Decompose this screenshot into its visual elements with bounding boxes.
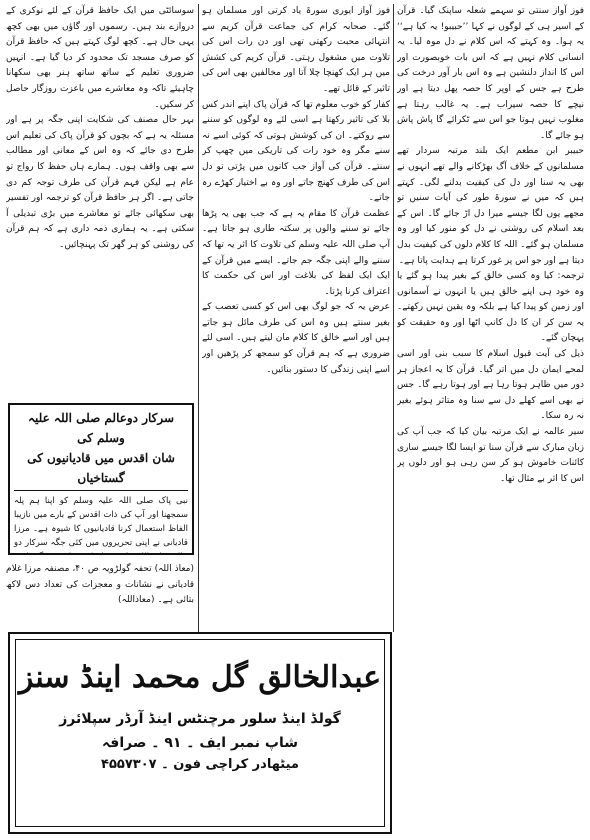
boxed-article bbox=[8, 403, 194, 555]
column-divider bbox=[393, 4, 394, 632]
paragraph: ترجمہ: کیا وہ کسی خالق کے بغیر پیدا ہو گئے یا وہ خود ہی اپنے خالق ہیں یا انہوں نے آسمانوں اور زمین کو پیدا کیا ہے بلکہ وہ یقین نہیں رکھتے۔ یہ سن کر ان کا دل کانپ اٹھا اور وہ حقیقت کو پہچان گئے۔ bbox=[397, 271, 584, 344]
advertisement-address-line: میٹھادر کراچی فون ۔ ۴۵۵۷۳۰۷ bbox=[101, 757, 299, 772]
paragraph: عظمت قرآن کا مقام یہ ہے کہ جب بھی یہ پڑھا جائے تو سننے والوں پر سکتہ طاری ہو جاتا ہے۔ آپ صلی اللہ علیہ وسلم کی تلاوت کا اثر یہ تھا کہ سننے والے اپنی جگہ جم جاتے۔ ایسے میں قرآن کے ایک ایک لفظ کی بلاغت اور اس کی حکمت کا اعتراف کرنا پڑتا۔ bbox=[202, 208, 390, 297]
paragraph: فوز آواز سنتی تو سہمے شعلہ ساپنک گیا۔ قرآن کے اسیر ہی کے لوگوں نے کہا ’’حبیبو! یہ کیا ہے‘‘ یہ ہوا۔ وہ کہتے کہ اس کلام نے دل موہ لیا۔ یہ انسانی کلام نہیں ہے کہ اس بات خوبصورت اور اس کا انداز دلنشین ہے وہ اس بار آور درخت کی طرح ہے جس کے اوپر کا حصہ پھل دیتا ہے اور نیچے کا حصہ سیراب ہے۔ یہ غالب رہتا ہے مغلوب نہیں ہوتا جو اس سے ٹکرائے گا پاش پاش ہو جائے گا۔ bbox=[397, 6, 584, 141]
article-column-right bbox=[397, 4, 584, 836]
paragraph: فوز آواز ایوری سورۃ یاد کرتی اور مسلمان ہو گئے۔ صحابہ کرام کی جماعت قرآن کریم سے انتہائی محبت رکھتی تھی اور دن رات اس کی تلاوت میں مشغول رہتی۔ قرآن کریم کی کشش میں ہر ایک کھنچا چلا آتا اور مخالفین بھی اس کی تاثیر کے قائل تھے۔ bbox=[202, 6, 390, 94]
article-column-left bbox=[6, 4, 194, 399]
boxed-article-heading: سرکار دوعالم صلی اللہ علیہ وسلم کی bbox=[27, 411, 175, 445]
advertisement-shop-line: شاپ نمبر ایف ۔ ۹۱ ۔ صرافہ bbox=[101, 735, 299, 751]
boxed-article-body: نبی پاک صلی اللہ علیہ وسلم کو اپنا ہم پلہ سمجھنا اور آپ کی ذات اقدس کے بارے میں نازیبا الفاظ استعمال کرنا قادیانیوں کا شیوہ ہے۔ مرزا قادیانی نے اپنی تحریروں میں کئی جگہ سرکار دو bbox=[14, 496, 188, 548]
article-column-middle bbox=[202, 4, 390, 629]
advertisement-trade-line: گولڈ اینڈ سلور مرچنٹس اینڈ آرڈر سپلائرز bbox=[59, 711, 341, 727]
paragraph: بہر حال مصنف کی شکایت اپنی جگہ پر ہے اور مسئلہ یہ ہے کہ بچوں کو قرآن پاک کی تعلیم اس طرح دی جائے کہ وہ اس کے معانی اور مطالب سے بھی واقف ہوں۔ ہمارے ہاں حفظ کا رواج تو عام ہے لیکن فہم قرآن کی طرف توجہ کم دی جاتی ہے۔ اگر ہر حافظ قرآن کو ترجمہ اور تفسیر بھی سکھائی جائے تو معاشرے میں بڑی تبدیلی آ سکتی ہے۔ یہ ہماری ذمہ داری ہے کہ ہم قرآن کی روشنی کو ہر گھر تک پہنچائیں۔ bbox=[6, 115, 194, 250]
advertisement-inner-border bbox=[15, 639, 385, 827]
paragraph: عرض یہ کہ جو لوگ بھی اس کو کسی تعصب کے بغیر سنتے ہیں وہ اس کی طرف مائل ہو جاتے ہیں اور اسے خالق کا کلام مان لیتے ہیں۔ اسی لئے ضروری ہے کہ ہم قرآن کو سمجھ کر پڑھیں اور اسے اپنی زندگی کا دستور بنائیں۔ bbox=[202, 302, 390, 375]
advertisement-firm-name: عبدالخالق گل محمد اینڈ سنز bbox=[18, 660, 382, 695]
paragraph: ذیل کی آیت قبول اسلام کا سبب بنی اور اسی لمحے ایمان دل میں اتر گیا۔ قرآن کا یہ اعجاز ہر دور میں ظاہر ہوتا رہا ہے اور ہوتا رہے گا۔ جس نے بھی اسے کھلے دل سے سنا وہ متاثر ہوئے بغیر نہ رہ سکا۔ bbox=[397, 349, 584, 422]
paragraph: (معاذ اللہ) تحفہ گولڑویہ ص ۴۰، مصنفہ مرزا غلام قادیانی نے نشانات و معجزات کی تعداد دس لاکھ بتائی ہے۔ (معاذاللہ) bbox=[6, 564, 194, 606]
paragraph: سوسائٹی میں ایک حافظ قرآن کے لئے نوکری کے دروازے بند ہیں۔ رسموں اور گاؤں میں بھی کچھ یہی حال ہے۔ کچھ لوگ کہتے ہیں کہ حافظ قرآن کو صرف مسجد تک محدود کر دیا گیا ہے۔ انہیں ضروری تعلیم کے ساتھ ساتھ ہنر بھی سکھانا چاہیئے تاکہ وہ معاشرے میں باعزت روزگار حاصل کر سکیں۔ bbox=[6, 6, 194, 110]
boxed-article-subheading: شان اقدس میں قادیانیوں کی گستاخیاں bbox=[14, 448, 188, 491]
article-column-left-continued bbox=[6, 562, 194, 626]
advertisement bbox=[8, 632, 392, 834]
paragraph: کفار کو خوب معلوم تھا کہ قرآن پاک اپنے اندر کس بلا کی تاثیر رکھتا ہے اسی لئے وہ لوگوں کو سننے سے روکتے۔ ان کی کوشش ہوتی کہ کوئی اسے نہ سنے مگر وہ خود رات کی تاریکی میں چھپ کر سنتے۔ قرآن کی آواز جب کانوں میں پڑتی تو دل اس کی طرف کھنچ جاتے اور وہ بے اختیار کھڑے رہ جاتے۔ bbox=[202, 99, 390, 204]
column-divider bbox=[198, 4, 199, 632]
paragraph: حبیبر ابن مطعم ایک بلند مرتبہ سردار تھے مسلمانوں کے خلاف آگ بھڑکانے والے تھے انہوں نے بھی یہ سنا اور دل کی کیفیت بدلنے لگی۔ کہتے ہیں کہ میں نے سورۃ طور کی آیات سنیں تو مجھے یوں لگا جیسے میرا دل اڑ جائے گا۔ اس کے بعد اسلام کی روشنی نے دل کو منور کیا اور وہ مسلمان ہو گئے۔ اللہ کا کلام دلوں کی کیفیت بدل دیتا ہے اور جو اس پر غور کرتا ہے ہدایت پاتا ہے۔ bbox=[397, 146, 584, 266]
paragraph: سیر عالمہ نے ایک مرتبہ بیان کیا کہ جب آپ کی زبان مبارک سے قرآن سنا تو ایسا لگا جیسے ساری کائنات خاموش ہو کر سن رہی ہو اور دلوں پر اس کا اثر بے مثال تھا۔ bbox=[397, 427, 584, 484]
